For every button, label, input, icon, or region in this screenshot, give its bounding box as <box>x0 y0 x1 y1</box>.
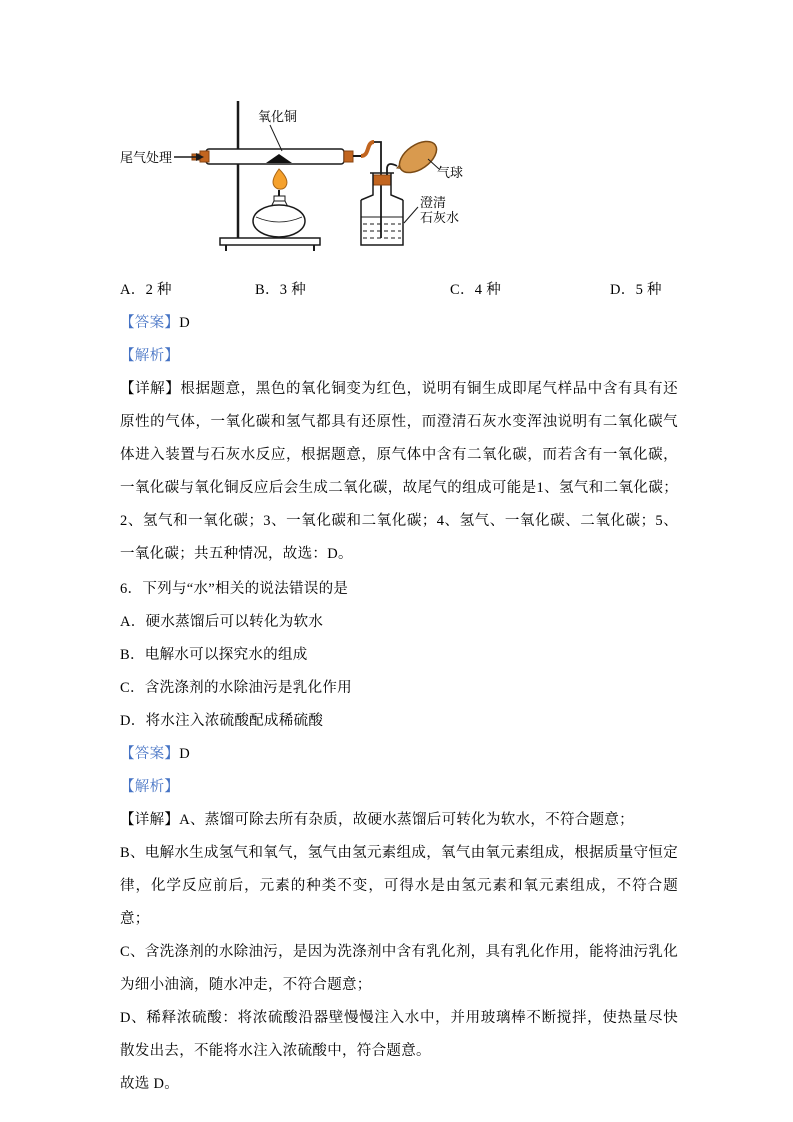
alcohol-lamp-body <box>253 205 305 237</box>
q6-option-a: A．硬水蒸馏后可以转化为软水 <box>120 614 324 630</box>
q5-option-c: C．4 种 <box>450 282 502 298</box>
q6-option-b: B．电解水可以探究水的组成 <box>120 647 308 663</box>
wick-holder <box>274 196 285 201</box>
limewater-pointer <box>404 207 418 223</box>
flame <box>273 169 287 189</box>
q6-detail-d: D、稀释浓硫酸：将浓硫酸沿器壁慢慢注入水中，并用玻璃棒不断搅拌，使热量尽快散发出去，不能将水注入浓硫酸中，符合题意。 <box>120 1010 678 1059</box>
right-stopper <box>344 151 353 162</box>
limewater-label-1: 澄清 <box>420 195 447 210</box>
limewater-label-2: 石灰水 <box>420 210 460 225</box>
q5-answer-line <box>120 307 678 340</box>
q6-analysis-tag: 【解析】 <box>120 779 180 795</box>
q6-detail-a: 【详解】A、蒸馏可除去所有杂质，故硬水蒸馏后可转化为软水，不符合题意； <box>120 812 634 828</box>
q6-option-c: C．含洗涤剂的水除油污是乳化作用 <box>120 680 352 696</box>
q6-detail-b: B、电解水生成氢气和氧气，氢气由氢元素组成，氧气由氧元素组成，根据质量守恒定律，化学反应前后，元素的种类不变，可得水是由氢元素和氧元素组成，不符合题意； <box>120 845 678 927</box>
q5-detail-paragraph: 【详解】根据题意，黑色的氧化铜变为红色，说明有铜生成即尾气样品中含有具有还原性的气体，一氧化碳和氢气都具有还原性，而澄清石灰水变浑浊说明有二氧化碳气体进入装置与石灰水反应，根据题意，原气体中含有二氧化碳，而若含有一氧化碳，一氧化碳与氧化铜反应后会生成二氧化碳，故尾气的组成可能是1、氢气和二氧化碳；2、氢气和一氧化碳；3、一氧化碳和二氧化碳；4、氢气、一氧化碳、二氧化碳；5、一氧化碳；共五种情况，故选：D。 <box>120 381 678 562</box>
q6-detail-c: C、含洗涤剂的水除油污，是因为洗涤剂中含有乳化剂，具有乳化作用，能将油污乳化为细小油滴，随水冲走，不符合题意； <box>120 944 678 993</box>
rubber-tube <box>361 142 374 156</box>
stand-base <box>220 238 320 245</box>
q5-option-d: D．5 种 <box>610 282 662 298</box>
balloon <box>394 135 442 179</box>
q5-option-b: B．3 种 <box>255 282 307 298</box>
q6-stem: 6．下列与“水”相关的说法错误的是 <box>120 581 349 597</box>
q6-answer-tag: 【答案】 <box>120 746 180 762</box>
copper-oxide-pointer <box>270 125 282 151</box>
bottle-stopper <box>373 175 391 185</box>
q6-option-d: D．将水注入浓硫酸配成稀硫酸 <box>120 713 324 729</box>
apparatus-diagram <box>120 95 468 257</box>
q5-options-row <box>120 274 678 307</box>
q5-analysis-line <box>120 340 678 373</box>
q6-answer-value: D <box>179 746 190 762</box>
q6-analysis-line <box>120 771 678 804</box>
bottle-body <box>361 200 403 245</box>
q5-analysis-tag: 【解析】 <box>120 348 180 364</box>
q5-answer-value: D <box>179 315 190 331</box>
q6-answer-line <box>120 738 678 771</box>
q5-option-a: A．2 种 <box>120 282 172 298</box>
q5-answer-tag: 【答案】 <box>120 315 180 331</box>
q6-conclusion: 故选 D。 <box>120 1076 180 1092</box>
copper-oxide-label: 氧化铜 <box>258 109 298 124</box>
tail-gas-label: 尾气处理 <box>120 150 173 165</box>
balloon-label: 气球 <box>437 165 464 180</box>
q6-block <box>120 573 678 1101</box>
apparatus-figure <box>120 95 678 262</box>
